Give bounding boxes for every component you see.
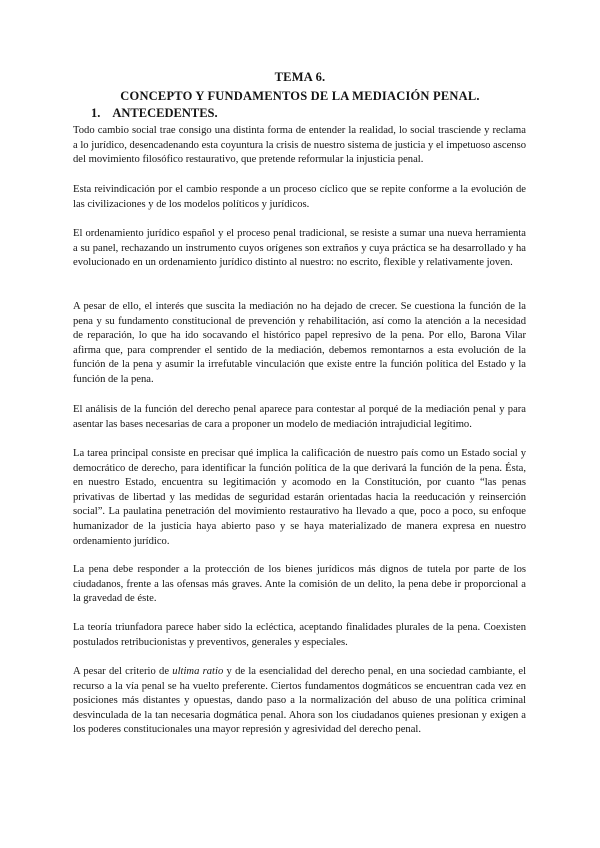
section-heading <box>91 106 218 121</box>
section-number: 1. <box>91 106 101 120</box>
paragraph-4: A pesar de ello, el interés que suscita la mediación no ha dejado de crecer. Se cuestiona la función de la pena y su fundamento constitucional de prevención y rehabilitación, así como la atención a la necesidad de reparación, lo que ha ido socavando el histórico papel represivo de la pena. Por ello, Barona Vilar afirma que, para comprender el sentido de la mediación, debemos remontarnos a esta evolución de la función de la pena y asumir la irrefutable vinculación que existe entre la función política del Estado y la función de la pena. <box>73 301 526 385</box>
paragraph-9-italic: ultima ratio <box>172 666 224 677</box>
paragraph-9-end: y de la esencialidad del derecho penal, en una sociedad cambiante, el recurso a la vía penal se ha vuelto preferente. Ciertos fundamentos dogmáticos se encuentran cada vez en posiciones más distantes y opuestas, dando paso a la normalización del abuso de una política criminal desvinculada de la tan necesaria dogmática penal. Ahora son los ciudadanos quienes presionan y exigen a los poderes constitucionales una mayor represión y agresividad del derecho penal. <box>73 666 527 736</box>
document-subtitle: CONCEPTO Y FUNDAMENTOS DE LA MEDIACIÓN PENAL. <box>120 89 480 103</box>
paragraph-9-start: A pesar del criterio de <box>73 666 173 677</box>
paragraph-8: La teoría triunfadora parece haber sido la ecléctica, aceptando finalidades plurales de la pena. Coexisten postulados retribucionistas y preventivos, generales y especiales. <box>73 622 526 648</box>
paragraph-1: Todo cambio social trae consigo una distinta forma de entender la realidad, lo social trasciende y reclama a lo jurídico, desencadenando esta coyuntura la crisis de nuestro sistema de justicia y el impetuoso ascenso del movimiento filosófico restaurativo, que pretende reformular la injusticia penal. <box>73 125 526 166</box>
paragraph-3: El ordenamiento jurídico español y el proceso penal tradicional, se resiste a sumar una nueva herramienta a su panel, rechazando un instrumento cuyos orígenes son extraños y cuya práctica se ha desarrollado y ha evolucionado en un ordenamiento jurídico distinto al nuestro: no escrito, flexible y relativamente joven. <box>73 228 526 269</box>
document-title: TEMA 6. <box>274 70 326 84</box>
section-title: ANTECEDENTES. <box>112 106 218 120</box>
paragraph-2: Esta reivindicación por el cambio responde a un proceso cíclico que se repite conforme a la evolución de las civilizaciones y de los modelos políticos y jurídicos. <box>73 184 526 210</box>
paragraph-7: La pena debe responder a la protección de los bienes jurídicos más dignos de tutela por parte de los ciudadanos, frente a las ofensas más graves. Ante la comisión de un delito, la pena debe ir proporcional a la gravedad de éste. <box>73 564 526 605</box>
paragraph-9 <box>73 665 526 738</box>
paragraph-5: El análisis de la función del derecho penal aparece para contestar al porqué de la mediación penal y para asentar las bases necesarias de cara a proponer un modelo de mediación intrajudicial legítimo. <box>73 404 526 430</box>
paragraph-6: La tarea principal consiste en precisar qué implica la calificación de nuestro país como un Estado social y democrático de derecho, para identificar la función política de la que derivará la función de la pena. Ésta, en nuestro Estado, encuentra su legitimación y acomodo en la Constitución, por cuanto “las penas privativas de libertad y las medidas de seguridad estarán orientadas hacia la reeducación y reinserción social”. La paulatina penetración del movimiento restaurativo ha llevado a que, poco a poco, su enfoque humanizador de la justicia haya abierto paso y se haya materializado de manera expresa en nuestro ordenamiento jurídico. <box>73 448 526 547</box>
